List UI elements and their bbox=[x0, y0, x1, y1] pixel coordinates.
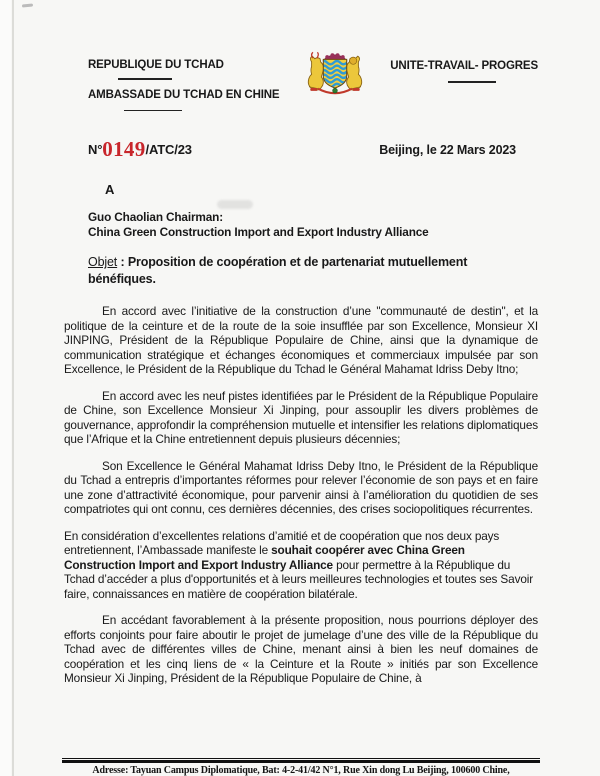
paragraph-4-text: En considération d’excellentes relations d’amitié et de coopération que nos deux pays entretiennent, l’Ambassade manifeste le bbox=[64, 528, 500, 558]
letter-footer bbox=[62, 758, 540, 776]
paragraph-4-text-end: pour permettre à la République du Tchad d’accéder a plus d'opportunités et à leurs meilleures technologies et toutes ses Savoir faire, connaissances en matière de coopération bilatérale. bbox=[64, 557, 533, 601]
national-motto: UNITE-TRAVAIL- PROGRES bbox=[390, 60, 538, 72]
letterhead-left bbox=[88, 58, 279, 111]
scan-edge-line bbox=[12, 0, 14, 776]
subject-separator: : bbox=[117, 255, 128, 270]
footer-rule-thin bbox=[62, 758, 540, 759]
letter-content bbox=[64, 0, 538, 686]
separator-rule bbox=[118, 78, 172, 80]
recipient-block bbox=[88, 210, 538, 240]
subject-text: Proposition de coopération et de partenariat mutuellement bénéfiques. bbox=[88, 255, 468, 286]
embassy-name: AMBASSADE DU TCHAD EN CHINE bbox=[88, 88, 280, 101]
reference-prefix: N° bbox=[88, 142, 103, 158]
letter-body bbox=[64, 304, 538, 686]
letterhead bbox=[64, 0, 538, 111]
body-paragraph-2: En accord avec les neuf pistes identifiées par le Président de la République Populaire de Chine, son Excellence Monsieur Xi Jinping, pour assouplir les divers problèmes de gouvernance, approfondir la compréhension mutuelle et intensifier les relations diplomatiques que l’Afrique et la Chine entretiennent depuis plusieurs décennies; bbox=[64, 388, 538, 447]
scan-edge-strip bbox=[0, 0, 11, 776]
dateline: Beijing, le 22 Mars 2023 bbox=[379, 143, 516, 158]
recipient-name: Guo Chaolian Chairman: bbox=[88, 210, 223, 225]
body-paragraph-4 bbox=[64, 529, 538, 602]
scan-smudge bbox=[22, 3, 33, 7]
paragraph-4-bold-text: souhait coopérer avec China Green Construction Import and Export Industry Alliance bbox=[64, 543, 465, 572]
separator-rule bbox=[448, 81, 496, 83]
recipient-organization: China Green Construction Import and Export Industry Alliance bbox=[88, 225, 429, 240]
letterhead-right bbox=[390, 60, 538, 83]
salutation: A bbox=[105, 182, 115, 198]
body-paragraph-5: En accédant favorablement à la présente proposition, nous pourrions déployer des efforts conjoints pour faire aboutir le projet de jumelage d’une des ville de la République du Tchad avec de différentes villes de Chine, menant ainsi à bien les neuf domaines de coopération et les cinq liens de « la Ceinture et la Route » initiés par son Excellence Monsieur Xi Jinping, Président de la République Populaire de Chine, à bbox=[64, 613, 538, 686]
reference-row bbox=[88, 137, 538, 162]
reference-number bbox=[88, 137, 192, 162]
chad-coat-of-arms-icon bbox=[296, 48, 374, 107]
separator-rule bbox=[124, 110, 182, 112]
embassy-address: Adresse: Tayuan Campus Diplomatique, Bat: 4-2-41/42 N°1, Rue Xin dong Lu Beijing, 100600 Chine, bbox=[92, 765, 510, 776]
body-paragraph-3: Son Excellence le Général Mahamat Idriss Deby Itno, le Président de la République du Tchad a entrepris d’importantes réformes pour relever l’économie de son pays et en faire une zone d’attractivité économique, pour parvenir ainsi à l’amélioration du quotidien de ses compatriotes qui ont connu, ces dernières décennies, des crises sociopolitiques récurrentes. bbox=[64, 458, 538, 517]
reference-suffix: /ATC/23 bbox=[145, 142, 192, 158]
subject-line bbox=[88, 254, 493, 287]
country-name: REPUBLIQUE DU TCHAD bbox=[88, 59, 224, 71]
body-paragraph-1: En accord avec l’initiative de la construction d’une "communauté de destin", et la politique de la ceinture et de la route de la soie insufflée par son Excellence, Monsieur XI JINPING, Président de la République Populaire de Chine, ainsi que la dynamique de communication stratégique et échanges économiques et commerciaux impulsée par son Excellence, le Président de la République du Tchad le Général Mahamat Idriss Deby Itno; bbox=[64, 304, 538, 377]
subject-label: Objet bbox=[88, 255, 118, 270]
footer-rule-thick bbox=[62, 760, 540, 763]
reference-number-red: 0149 bbox=[102, 137, 146, 162]
